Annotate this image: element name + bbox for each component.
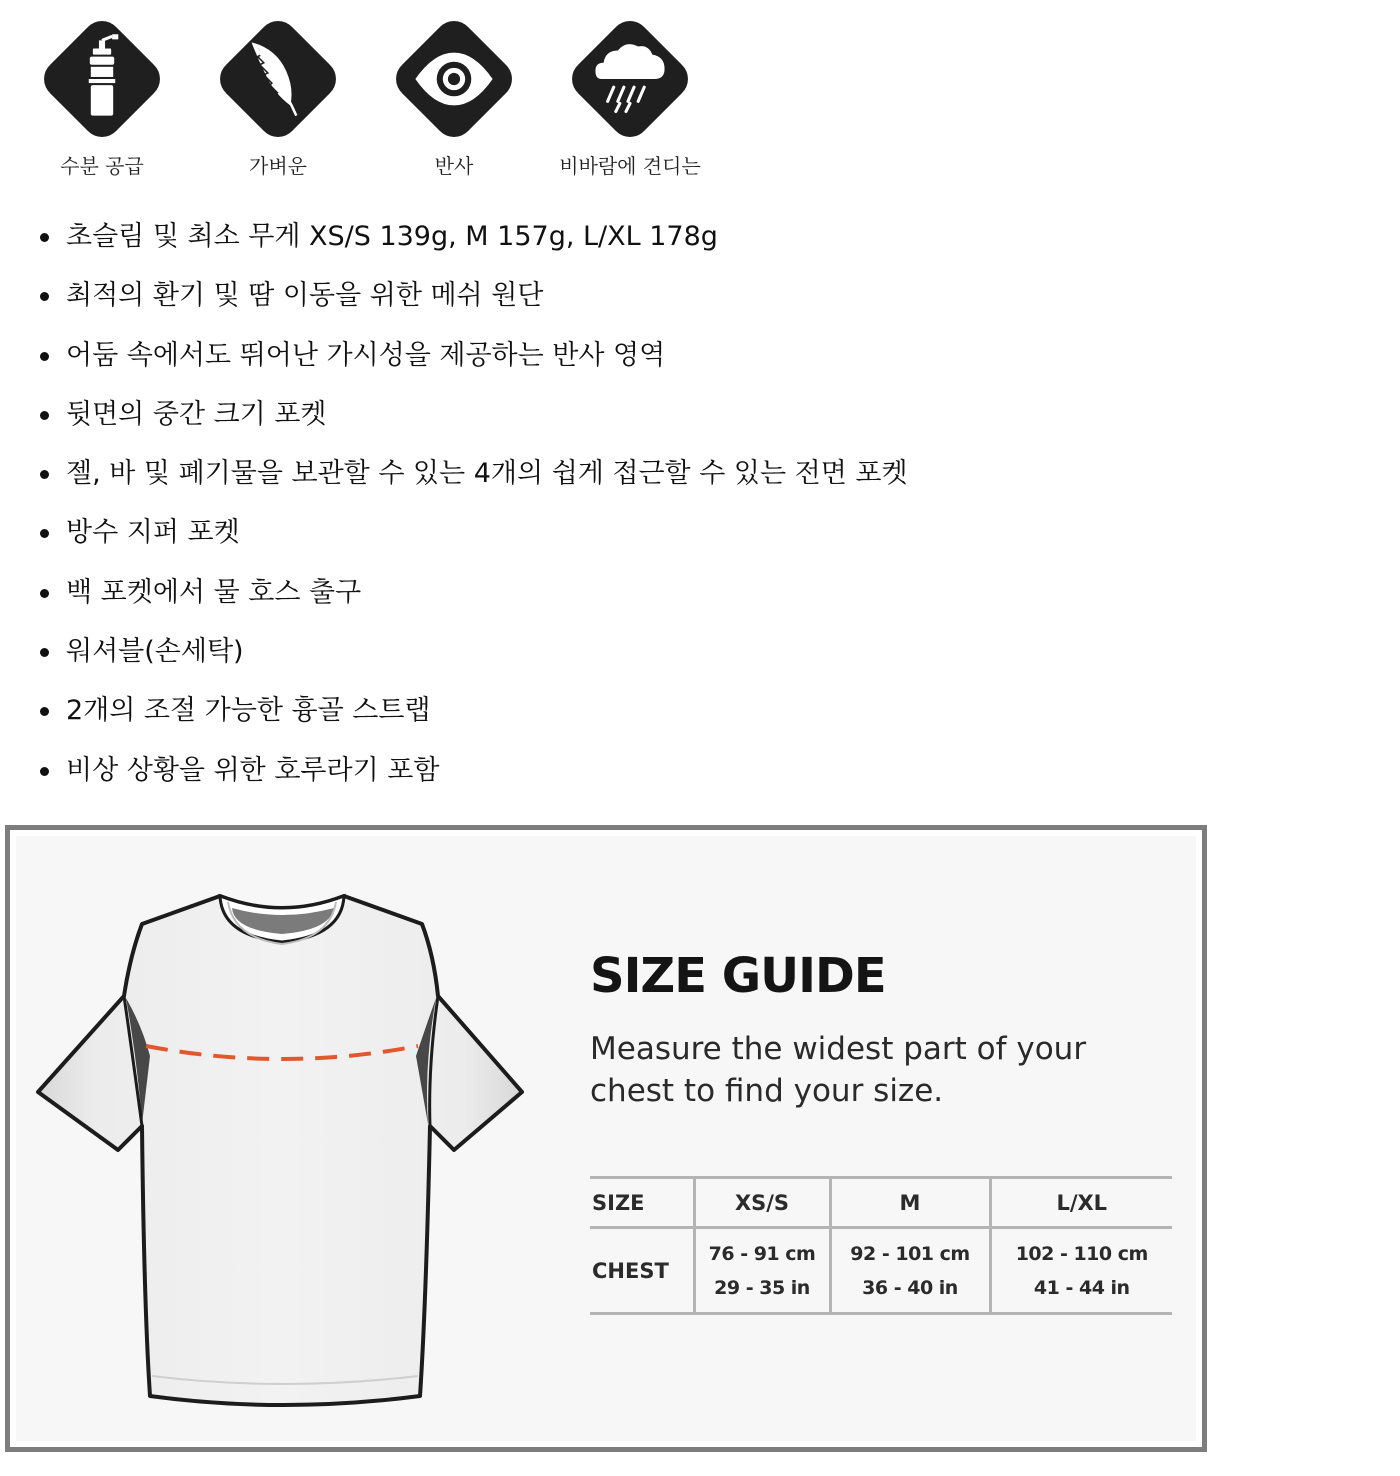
rain-cloud-icon [569,18,691,140]
water-bottle-icon [41,18,163,140]
feature-label-weatherproof: 비바람에 견디는 [559,154,701,178]
cell-l-xl [990,1228,1172,1314]
size-guide-description: Measure the widest part of your chest to find your size. [590,1031,1087,1109]
list-item: 방수 지퍼 포켓 [36,508,908,567]
list-item: 워셔블(손세탁) [36,627,908,686]
list-item: 뒷면의 중간 크기 포켓 [36,390,908,449]
cell-cm: 102 - 110 cm [1015,1242,1148,1265]
feature-reflective [366,18,542,178]
size-chart-table [590,1176,1172,1315]
header-l-xl: L/XL [990,1178,1172,1228]
cell-cm: 92 - 101 cm [850,1242,970,1265]
cell-xs-s [694,1228,830,1314]
header-xs-s: XS/S [694,1178,830,1228]
size-guide-panel [5,825,1207,1452]
cell-cm: 76 - 91 cm [708,1242,816,1265]
feature-weatherproof [542,18,718,178]
feature-icons-row [14,18,718,178]
feature-hydration [14,18,190,178]
tshirt-illustration [34,886,524,1416]
feature-label-hydration: 수분 공급 [60,154,144,178]
row-label-chest: CHEST [590,1228,694,1314]
feather-icon [217,18,339,140]
list-item: 젤, 바 및 폐기물을 보관할 수 있는 4개의 쉽게 접근할 수 있는 전면 포켓 [36,449,908,508]
feature-bullet-list [36,212,908,805]
list-item: 2개의 조절 가능한 흉골 스트랩 [36,686,908,745]
header-m: M [830,1178,990,1228]
cell-in: 36 - 40 in [862,1276,958,1299]
size-guide-title: SIZE GUIDE [590,948,886,1004]
header-size: SIZE [590,1178,694,1228]
list-item: 백 포켓에서 물 호스 출구 [36,568,908,627]
cell-in: 41 - 44 in [1033,1276,1130,1299]
list-item: 어둠 속에서도 뛰어난 가시성을 제공하는 반사 영역 [36,331,908,390]
table-header-row [590,1178,1172,1228]
table-row [590,1228,1172,1314]
list-item: 초슬림 및 최소 무게 XS/S 139g, M 157g, L/XL 178g [36,212,908,271]
eye-icon [393,18,515,140]
feature-label-lightweight: 가벼운 [249,154,307,178]
feature-lightweight [190,18,366,178]
feature-label-reflective: 반사 [434,154,474,178]
cell-in: 29 - 35 in [714,1276,810,1299]
size-guide-background [16,836,1196,1441]
list-item: 최적의 환기 및 땀 이동을 위한 메쉬 원단 [36,271,908,330]
list-item: 비상 상황을 위한 호루라기 포함 [36,746,908,805]
cell-m [830,1228,990,1314]
